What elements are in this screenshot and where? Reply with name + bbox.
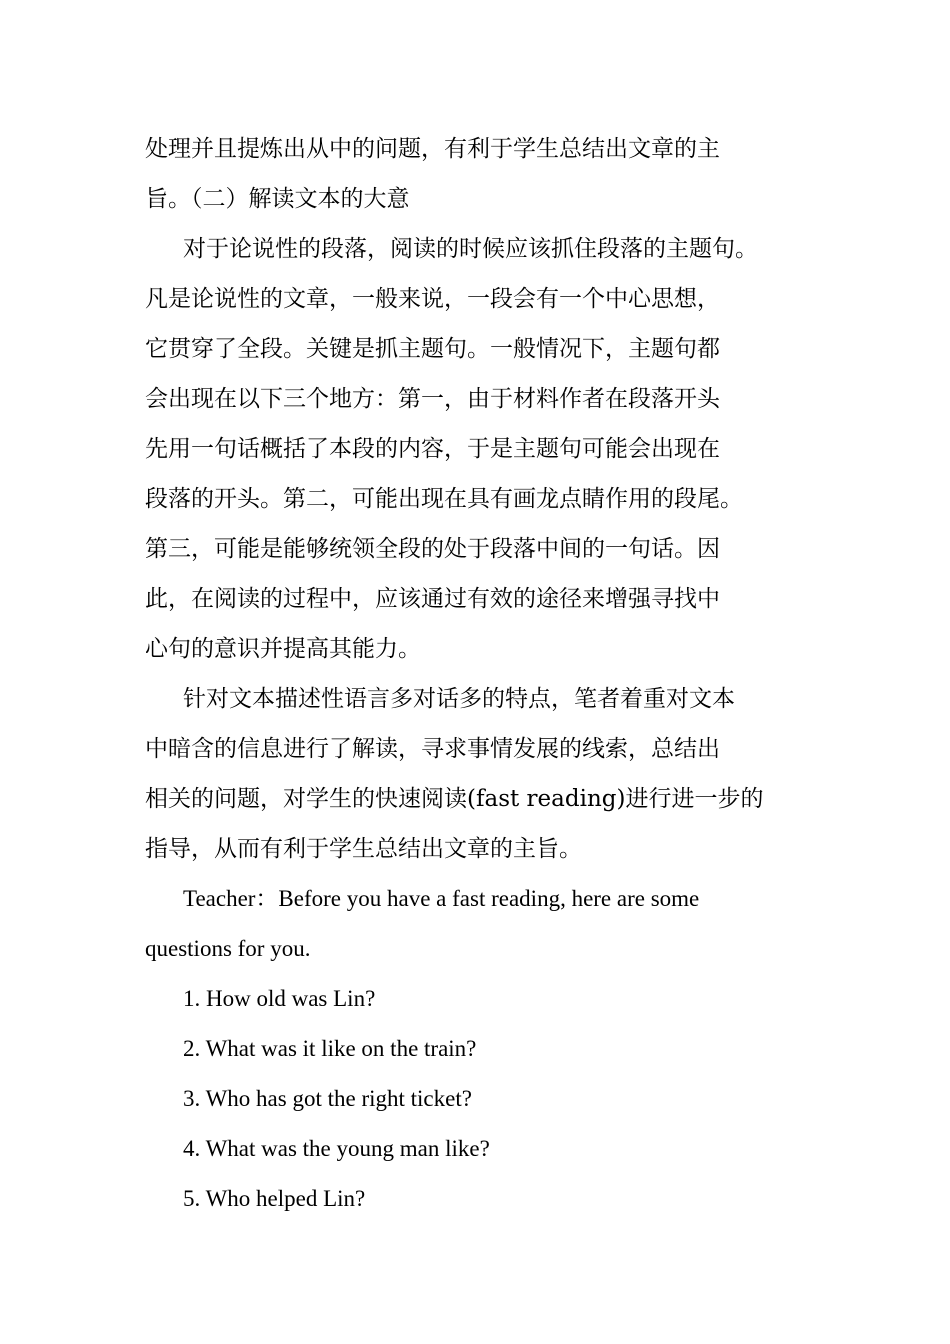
text-line: 凡是论说性的文章，一般来说，一段会有一个中心思想，	[145, 286, 720, 312]
text-line: 先用一句话概括了本段的内容，于是主题句可能会出现在	[145, 436, 720, 462]
question-item: 5. Who helped Lin?	[183, 1186, 366, 1211]
text-line: 心句的意识并提高其能力。	[145, 636, 421, 662]
text-line: 会出现在以下三个地方：第一，由于材料作者在段落开头	[145, 386, 720, 412]
paragraph-start-line: 对于论说性的段落，阅读的时候应该抓住段落的主题句。	[183, 236, 758, 262]
section-heading-line: 旨。（二）解读文本的大意	[145, 186, 410, 212]
text-line: questions for you.	[145, 936, 311, 961]
text-line: 指导，从而有利于学生总结出文章的主旨。	[145, 836, 582, 862]
text-line: 段落的开头。第二，可能出现在具有画龙点睛作用的段尾。	[145, 486, 743, 512]
document-page	[145, 124, 825, 1224]
question-item: 3. Who has got the right ticket?	[183, 1086, 472, 1111]
text-line: 中暗含的信息进行了解读，寻求事情发展的线索，总结出	[145, 736, 720, 762]
text-line: 第三，可能是能够统领全段的处于段落中间的一句话。因	[145, 536, 720, 562]
question-item: 2. What was it like on the train?	[183, 1036, 477, 1061]
question-item: 1. How old was Lin?	[183, 986, 376, 1011]
question-item: 4. What was the young man like?	[183, 1136, 490, 1161]
paragraph-start-line: 针对文本描述性语言多对话多的特点，笔者着重对文本	[183, 686, 735, 712]
text-line: 它贯穿了全段。关键是抓主题句。一般情况下，主题句都	[145, 336, 720, 362]
teacher-line: Teacher：Before you have a fast reading, here are some	[183, 886, 700, 911]
text-line: 处理并且提炼出从中的问题，有利于学生总结出文章的主	[145, 136, 720, 162]
text-line: 相关的问题，对学生的快速阅读(fast reading)进行进一步的	[145, 786, 764, 812]
text-line: 此，在阅读的过程中，应该通过有效的途径来增强寻找中	[145, 586, 720, 612]
